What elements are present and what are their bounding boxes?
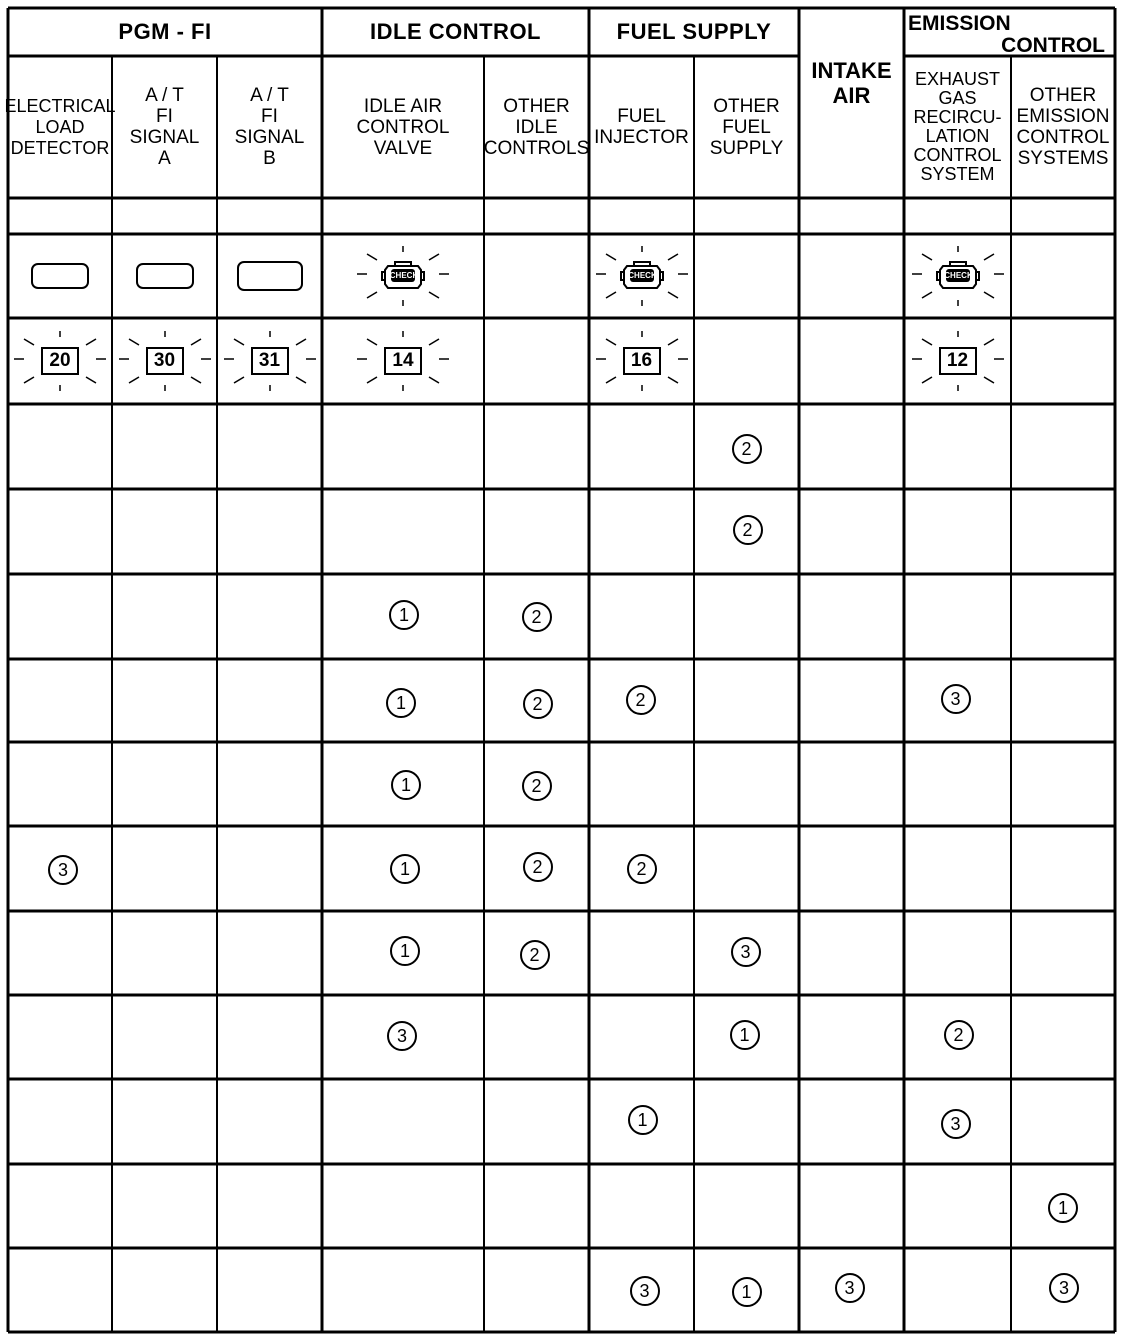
priority-cell — [322, 404, 484, 489]
priority-number: 1 — [730, 1020, 760, 1050]
priority-cell — [589, 659, 694, 742]
blinking-code-icon — [222, 329, 318, 393]
dtc-code: 31 — [251, 347, 289, 375]
indicator-cell — [799, 234, 904, 318]
column-header: IDLE AIR CONTROL VALVE — [356, 95, 450, 159]
dtc-code-cell — [322, 318, 484, 404]
priority-cell — [589, 995, 694, 1079]
priority-cell — [799, 1164, 904, 1248]
priority-cell — [8, 742, 112, 826]
priority-cell — [904, 404, 1011, 489]
dtc-code: 16 — [623, 347, 661, 375]
priority-cell — [799, 1248, 904, 1332]
priority-cell — [1011, 659, 1115, 742]
column-header: OTHER IDLE CONTROLS — [483, 95, 590, 159]
priority-cell — [484, 1164, 589, 1248]
priority-cell — [694, 404, 799, 489]
priority-cell — [799, 1079, 904, 1164]
mil-label: CHECK — [628, 270, 657, 280]
priority-cell — [322, 742, 484, 826]
priority-cell — [694, 1079, 799, 1164]
priority-number: 3 — [941, 1109, 971, 1139]
dtc-code: 12 — [939, 347, 977, 375]
dtc-code: 30 — [146, 347, 184, 375]
mil-off-indicator-icon — [136, 263, 194, 289]
column-header: EXHAUST GAS RECIRCU- LATION CONTROL SYSTEM — [913, 69, 1002, 184]
priority-cell — [589, 742, 694, 826]
priority-cell — [484, 1248, 589, 1332]
priority-cell — [1011, 911, 1115, 995]
priority-cell — [694, 1248, 799, 1332]
priority-cell — [799, 911, 904, 995]
priority-cell — [589, 404, 694, 489]
priority-cell — [112, 659, 217, 742]
priority-cell — [904, 995, 1011, 1079]
priority-number: 2 — [733, 515, 763, 545]
priority-cell — [217, 911, 322, 995]
priority-cell — [589, 1248, 694, 1332]
priority-cell — [484, 826, 589, 911]
priority-number: 1 — [1048, 1193, 1078, 1223]
priority-cell — [322, 489, 484, 574]
priority-cell — [217, 489, 322, 574]
priority-cell — [484, 659, 589, 742]
check-engine-lamp-blinking-icon — [355, 244, 451, 308]
column-header: A / T FI SIGNAL B — [234, 85, 305, 169]
priority-cell — [589, 1164, 694, 1248]
priority-cell — [589, 1079, 694, 1164]
priority-cell — [8, 1248, 112, 1332]
priority-cell — [217, 742, 322, 826]
priority-cell — [799, 826, 904, 911]
indicator-cell — [1011, 234, 1115, 318]
priority-number: 2 — [520, 940, 550, 970]
priority-cell — [1011, 489, 1115, 574]
priority-cell — [1011, 574, 1115, 659]
dtc-code: 14 — [384, 347, 422, 375]
dtc-code-cell — [799, 318, 904, 404]
priority-cell — [217, 404, 322, 489]
priority-number: 3 — [387, 1021, 417, 1051]
priority-cell — [694, 574, 799, 659]
group-header-emission-control — [904, 8, 1115, 56]
priority-cell — [1011, 826, 1115, 911]
priority-cell — [589, 911, 694, 995]
priority-cell — [799, 574, 904, 659]
indicator-cell — [322, 234, 484, 318]
priority-cell — [322, 995, 484, 1079]
priority-cell — [904, 1164, 1011, 1248]
group-header: IDLE CONTROL — [370, 19, 541, 44]
priority-cell — [484, 742, 589, 826]
priority-cell — [217, 826, 322, 911]
priority-cell — [904, 489, 1011, 574]
blinking-code-icon — [12, 329, 108, 393]
priority-cell — [589, 826, 694, 911]
priority-number: 3 — [731, 937, 761, 967]
mil-label: CHECK — [389, 270, 419, 280]
priority-cell — [589, 489, 694, 574]
column-header: FUEL INJECTOR — [594, 106, 689, 148]
priority-cell — [484, 404, 589, 489]
priority-cell — [904, 911, 1011, 995]
blinking-code-icon — [594, 329, 690, 393]
priority-cell — [8, 659, 112, 742]
priority-number: 2 — [523, 689, 553, 719]
priority-cell — [694, 1164, 799, 1248]
group-header-line-2: CONTROL — [1001, 34, 1105, 57]
priority-cell — [112, 404, 217, 489]
priority-cell — [322, 659, 484, 742]
priority-cell — [8, 404, 112, 489]
priority-number: 2 — [626, 685, 656, 715]
priority-number: 2 — [627, 854, 657, 884]
priority-number: 1 — [390, 936, 420, 966]
priority-number: 2 — [523, 852, 553, 882]
check-engine-lamp-blinking-icon — [910, 244, 1006, 308]
priority-cell — [694, 489, 799, 574]
dtc-code-cell — [8, 318, 112, 404]
dtc-code-cell — [694, 318, 799, 404]
priority-cell — [322, 1248, 484, 1332]
blinking-code-icon — [355, 329, 451, 393]
priority-cell — [484, 574, 589, 659]
priority-number: 2 — [522, 602, 552, 632]
priority-cell — [1011, 404, 1115, 489]
priority-cell — [694, 742, 799, 826]
priority-cell — [112, 911, 217, 995]
priority-cell — [8, 489, 112, 574]
priority-cell — [112, 574, 217, 659]
indicator-cell — [217, 234, 322, 318]
group-header-line-1: EMISSION — [908, 12, 1011, 35]
indicator-cell — [484, 234, 589, 318]
column-header: OTHER EMISSION CONTROL SYSTEMS — [1016, 85, 1110, 169]
priority-cell — [322, 826, 484, 911]
group-header-intake-air: INTAKE AIR — [811, 58, 892, 108]
priority-cell — [484, 489, 589, 574]
priority-cell — [799, 995, 904, 1079]
priority-cell — [904, 659, 1011, 742]
dtc-code: 20 — [41, 347, 79, 375]
priority-number: 3 — [835, 1273, 865, 1303]
priority-cell — [322, 911, 484, 995]
priority-cell — [484, 995, 589, 1079]
priority-number: 2 — [944, 1020, 974, 1050]
priority-cell — [322, 1164, 484, 1248]
priority-cell — [484, 1079, 589, 1164]
dtc-code-cell — [112, 318, 217, 404]
priority-cell — [8, 1079, 112, 1164]
priority-number: 1 — [389, 600, 419, 630]
priority-cell — [8, 911, 112, 995]
priority-number: 3 — [630, 1276, 660, 1306]
priority-cell — [8, 1164, 112, 1248]
priority-number: 1 — [390, 854, 420, 884]
priority-cell — [112, 742, 217, 826]
column-header: A / T FI SIGNAL A — [129, 85, 200, 169]
indicator-cell — [904, 234, 1011, 318]
dtc-code-cell — [589, 318, 694, 404]
priority-number: 3 — [941, 684, 971, 714]
priority-number: 1 — [391, 770, 421, 800]
priority-cell — [904, 826, 1011, 911]
priority-cell — [112, 995, 217, 1079]
priority-cell — [799, 659, 904, 742]
priority-cell — [322, 1079, 484, 1164]
mil-label: CHECK — [944, 270, 973, 280]
priority-cell — [112, 826, 217, 911]
priority-cell — [217, 1079, 322, 1164]
priority-cell — [8, 574, 112, 659]
priority-number: 3 — [1049, 1273, 1079, 1303]
priority-cell — [799, 404, 904, 489]
priority-number: 2 — [522, 771, 552, 801]
priority-cell — [112, 1164, 217, 1248]
check-engine-lamp-blinking-icon — [594, 244, 690, 308]
indicator-cell — [112, 234, 217, 318]
priority-cell — [217, 1164, 322, 1248]
priority-cell — [1011, 1079, 1115, 1164]
blinking-code-icon — [117, 329, 213, 393]
indicator-cell — [694, 234, 799, 318]
priority-cell — [694, 826, 799, 911]
priority-cell — [1011, 742, 1115, 826]
priority-cell — [904, 1248, 1011, 1332]
dtc-code-cell — [217, 318, 322, 404]
priority-cell — [217, 659, 322, 742]
blinking-code-icon — [910, 329, 1006, 393]
priority-cell — [217, 574, 322, 659]
priority-cell — [322, 574, 484, 659]
priority-cell — [589, 574, 694, 659]
priority-cell — [112, 489, 217, 574]
mil-off-indicator-icon — [237, 261, 303, 291]
priority-cell — [217, 995, 322, 1079]
priority-cell — [484, 911, 589, 995]
priority-cell — [904, 1079, 1011, 1164]
dtc-code-cell — [1011, 318, 1115, 404]
column-header: OTHER FUEL SUPPLY — [709, 95, 784, 159]
mil-off-indicator-icon — [31, 263, 89, 289]
priority-cell — [217, 1248, 322, 1332]
priority-cell — [904, 574, 1011, 659]
priority-number: 2 — [732, 434, 762, 464]
group-header: FUEL SUPPLY — [616, 19, 772, 44]
dtc-code-cell — [904, 318, 1011, 404]
priority-cell — [1011, 1248, 1115, 1332]
priority-cell — [8, 826, 112, 911]
priority-cell — [799, 742, 904, 826]
priority-number: 1 — [386, 688, 416, 718]
priority-cell — [1011, 995, 1115, 1079]
priority-cell — [694, 659, 799, 742]
priority-cell — [694, 995, 799, 1079]
indicator-cell — [589, 234, 694, 318]
group-header: PGM - FI — [118, 19, 212, 44]
dtc-code-cell — [484, 318, 589, 404]
priority-cell — [799, 489, 904, 574]
priority-number: 1 — [628, 1105, 658, 1135]
priority-cell — [1011, 1164, 1115, 1248]
priority-cell — [904, 742, 1011, 826]
priority-number: 3 — [48, 855, 78, 885]
priority-cell — [694, 911, 799, 995]
indicator-cell — [8, 234, 112, 318]
priority-cell — [112, 1248, 217, 1332]
column-header: ELECTRICAL LOAD DETECTOR — [4, 95, 116, 158]
priority-cell — [112, 1079, 217, 1164]
priority-cell — [8, 995, 112, 1079]
priority-number: 1 — [732, 1277, 762, 1307]
